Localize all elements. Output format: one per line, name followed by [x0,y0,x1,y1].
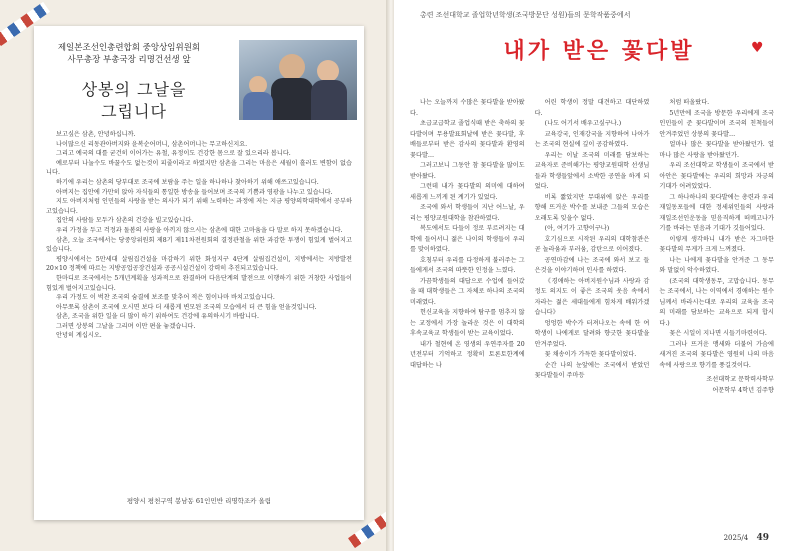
photo-figure [317,60,339,82]
letter-card [34,26,364,520]
org-line: 제일본조선인총련합회 중앙상임위원회 [57,43,201,53]
photo-figure [279,54,305,80]
letter-paragraph: 보고싶은 삼촌, 안녕하십니까. [56,131,136,138]
article-author [659,375,774,396]
author-line: 조선대학교 문학력사학부 [706,376,775,383]
letter-paragraph: 그러면 상봉의 그날을 그리며 이만 편을 놓겠습니다. [56,322,196,330]
letter-paragraph: 평양시에서는 5만세대 살림집건설을 마감하기 위한 화성지구 4단계 살림집건설이, 지방에서는 지방발전 20×10 정책에 따르는 지방공업공장건설과 공공시설건설이 강력히 추진되고있습니다. [46,255,352,273]
letter-body [46,130,352,341]
letter-paragraph: 아무쪼록 삼촌이 조국에 오시면 보다 더 새롭게 변모된 조국의 모습에서 더 큰 힘을 얻을것입니다. [56,303,317,311]
photo-figure [311,80,347,120]
letter-paragraph: 지도 아버지처럼 인민들의 사랑을 받는 의사가 되기 위해 노력하는 과정에 저는 지금 평양의학대학에서 공부하고있습니다. [46,198,352,215]
article-columns [410,98,774,396]
article-paragraph: 《경애하는 아버지원수님과 사랑과 감정도 의지도 이 좋은 조국의 웃음 속에서 자라는 젊은 세대들에게 힘차게 배워가겠습니다》 [534,277,650,316]
article-paragraph: 꽃은 시일이 지나면 시들기마련이다. [669,330,767,337]
article-paragraph: 엉엉한 박수가 터져나오는 속에 한 여학생이 나에게로 달려와 향긋한 꽃다발을 안겨주었다. [534,319,650,348]
article-paragraph: (조국의 대학생동무, 고맙습니다. 동무는 조국에서, 나는 이역에서 경애하는 원수님께서 바라시는대로 우리의 교육을 조국의 미래를 담보하는 교육으로 되게 합시다.) [659,277,775,327]
title-line: 그립니다 [101,102,167,121]
article-paragraph: 내가 철현에 온 영생의 우연주자를 20년전부터 기억하고 정확히 토론토한계에 대답하는 나 [410,340,525,369]
page-number: 49 [756,533,769,543]
article-paragraph: (나도 어기서 배우고싶구나.) [544,120,622,127]
left-page [0,0,388,551]
letter-paragraph: 아버지는 집안에 가만히 앉아 자식들의 통일한 방송을 들어보며 조국의 기쁨과 영광을 나누고 있습니다. [56,188,333,196]
article-paragraph: 그러고보니 그동안 참 꽃다발을 많이도 받아왔다. [410,162,525,180]
page-footer [724,533,769,543]
article-paragraph: (아, 여기가 고향이구나) [544,225,610,232]
article-paragraph: 호기심으로 시작된 우리의 대학참관은 곧 놀라움과 부러움, 감탄으로 이어졌다. [534,235,650,253]
article-paragraph: 교육강국, 인재강국을 지향하여 나아가는 조국의 현실에 깊이 공감하였다. [534,130,650,148]
article-paragraph: 조국에 와서 학생들이 지난 어느날, 우리는 평양교원대학을 참관하였다. [410,204,525,222]
letter-paragraph: 집안의 사람들 모두가 삼촌의 건강을 빌고있습니다. [56,217,194,225]
article-paragraph: 5년만에 조국을 방문한 우리에게 조국인민들이 준 꽃다발이며 조국의 친척들이 안겨주었던 상봉의 꽃다발… [659,109,775,138]
article-paragraph: 복도에서도 다들이 정로 부르려지는 대학에 들어서니 젊은 나이의 학생들이 우리를 맞이하였다. [410,225,525,253]
letter-paragraph: 예로부터 나눌수도 바꿀수도 없는것이 피줄이라고 하였지만 삼촌을 그리는 마음은 세월이 흘러도 변함이 없습니다. [46,159,352,177]
letter-title [44,79,224,123]
article-paragraph: 그러나 뜨거운 맹세와 더불어 가슴에 새겨진 조국의 꽃다발은 영원히 나의 마음속에 사랑으로 향기를 풍길것이다. [659,340,775,369]
letter-paragraph: 삼촌, 조국을 위한 일을 더 많이 하기 위하여도 건강에 유의하시기 바랍니다. [56,313,259,321]
article-column [535,98,650,396]
letter-paragraph: 우리 가정도 이 벅찬 조국의 숨결에 보조를 맞추어 적은 힘이나마 바치고있습니다. [56,294,275,302]
article-paragraph: 처럼 떠올랐다. [669,99,710,106]
article-paragraph: 이렇게 생각하니 내가 받은 자그마한 꽃다발의 무게가 크게 느껴졌다. [659,235,775,253]
photo-figure [271,78,313,120]
article-headline: 내가 받은 꽃다발 [503,39,695,64]
article-paragraph: 호칭부터 우리를 다정하게 불러주는 그들에게서 조국의 따뜻한 인정을 느꼈다. [410,256,525,274]
right-page [394,0,787,551]
article-column [410,98,525,396]
issue-date: 2025/4 [723,534,749,542]
title-line: 상봉의 그날을 [81,80,187,99]
article-paragraph: 헌신교육을 지향하여 탐구를 멈추지 않는 교정에서 가장 놀라운 것은 이 대학의 후속교육교 학생들이 받는 교육이었다. [410,309,525,337]
article-paragraph: 나는 오늘까지 수많은 꽃다발을 받아왔다. [410,99,525,117]
article-paragraph: 우리 조선대학교 학생들이 조국에서 받아안은 꽃다발에는 우리의 희망과 자긍의 기대가 어려있었다. [659,162,775,190]
heart-icon: ♥ [751,40,764,56]
letter-paragraph: 삼촌, 오늘 조국에서는 당중앙위원회 제8기 제11차전원회의 결정관철을 위한 과감한 투쟁이 힘있게 벌어지고있습니다. [46,236,352,254]
letter-paragraph: 하기에 우리는 삼촌의 당부대로 조국에 보람을 주는 일을 하나하나 찾아하기 위해 애쓰고있습니다. [56,178,319,186]
letter-paragraph: 우리 가정을 두고 걱정과 돌봄의 사랑을 아끼지 않으시는 삼촌에 대한 고마움을 다 말로 하지 못하겠습니다. [56,226,343,234]
letter-paragraph: 한마디로 조국에서는 5개년계획을 성과적으로 완결하며 다음단계의 발전으로 이행하기 위한 거창한 사업들이 힘있게 벌어지고있습니다. [46,274,352,292]
article-paragraph: 초급교급학교 졸업식때 받은 축하의 꽃다발이며 무용발표회날에 받은 꽃다발, 후배들로부터 받은 감사의 꽃다발과 환영의 꽃다발… [410,120,525,159]
article-kicker: 총련 조선대학교 졸업학년학생(조국방문단 성원)들의 문학작품중에서 [420,11,631,19]
author-line: 어문학부 4학년 김주향 [712,386,775,394]
article-paragraph: 나는 나에게 꽃다발을 안겨준 그 동무와 말없이 악수하였다. [659,256,775,274]
letter-paragraph: 나이많으신 리동관아버지와 윤복순어머니, 삼촌어머니는 무고하신지요. [56,140,248,148]
family-photo [239,40,357,120]
article-paragraph: 그 하나하나의 꽃다발에는 총련과 우리 재일동포들에 대한 정세위인들의 사랑과 재일조선인운동을 믿음직하게 떠메고나가기를 바라는 믿음과 기대가 깃들어있다. [659,193,775,232]
org-line: 사무총장 부총국장 리명건선생 앞 [67,55,191,65]
article-paragraph: 어린 학생이 정말 대견하고 대단하였다. [534,99,650,117]
article-paragraph: 공연마감에 나는 조국에 와서 보고 들은것을 이야기하며 인사를 하였다. [534,256,650,274]
letter-signature: 평양시 평천구역 봉남동 61인민반 리명학조카 올림 [126,497,272,505]
article-column [659,98,774,396]
letter-paragraph: 그리고 예국의 대를 굳건히 이어가는 유철, 유정이도 건강한 몸으로 잘 있으리라 봅니다. [56,150,291,158]
article-paragraph: 그런데 내가 꽃다발의 의미에 대하여 새롭게 느끼게 된 계기가 있었다. [410,183,525,201]
article-paragraph: 우리는 이날 조국의 미래를 담보하는 교육자로 준비해가는 평양교원대학 선생님들과 학생들앞에서 소박한 공연을 하게 되었다. [534,151,650,190]
recipient-header [34,42,224,66]
article-paragraph: 꽃 채송이가 가득한 꽃다발이었다. [544,351,637,358]
article-paragraph: 순간 나의 눈앞에는 조국에서 받았던 꽃다발들이 주마등 [534,361,650,379]
letter-paragraph: 안녕히 계십시오. [56,332,102,340]
article-paragraph: 가끔학생들의 대답으로 수업에 들어갔을 때 대학생들은 그 자체로 하나의 조국의 미래였다. [410,277,525,306]
article-paragraph: 비록 짧았지만 무대위에 앉은 우리를 향해 뜨거운 박수를 보내준 그들의 모습은 오래도록 잊을수 없다. [534,193,650,222]
article-paragraph: 얼마나 많은 꽃다발을 받아왔던가. 얼마나 많은 사랑을 받아왔던가. [659,141,775,159]
photo-figure [243,92,273,120]
